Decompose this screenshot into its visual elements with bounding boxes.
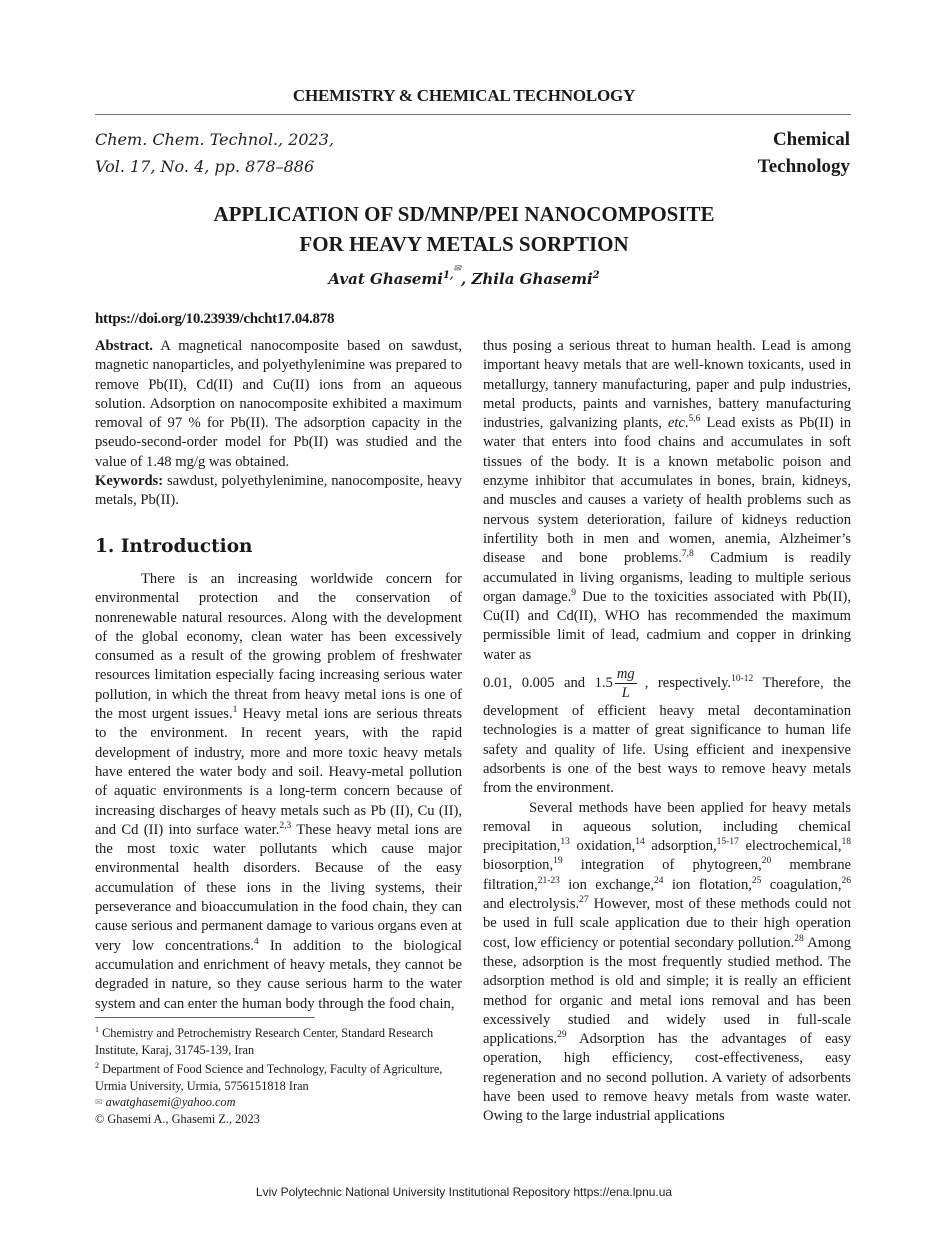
section-label-line-1: Chemical — [772, 129, 850, 150]
citation-line-2: Vol. 17, No. 4, pp. 878–886 — [95, 157, 315, 176]
citation-ref: 26 — [841, 875, 851, 886]
title-line-2: FOR HEAVY METALS SORPTION — [299, 232, 629, 256]
footnote-rule — [95, 1017, 315, 1018]
author-separator: , — [461, 270, 472, 288]
citation-ref: 15-17 — [716, 837, 739, 848]
citation-ref: 13 — [560, 837, 570, 848]
footnote-email — [95, 1094, 465, 1111]
citation-ref: 2,3 — [279, 820, 292, 831]
citation-ref: 28 — [794, 933, 804, 944]
citation-ref: 21-23 — [537, 875, 560, 886]
doi-link[interactable]: https://doi.org/10.23939/chcht17.04.878 — [95, 311, 335, 327]
keywords-label: Keywords: — [95, 473, 164, 490]
envelope-icon: ✉ — [95, 1097, 103, 1108]
citation-ref: 19 — [553, 856, 563, 867]
keywords — [95, 472, 462, 511]
intro-paragraph-1-continued: thus posing a serious threat to human health. Lead is among important heavy metals that are well-known toxicants, used in metallurgy, tannery manufacturing, paper and pulp industries, metal products, paints and varnishes, battery manufacturing industries, galvanizing plants, etc.$^{5,6}$ Lead exists as Pb(II) in water that enters into food chains and accumulates in soft tissues of the body. It is a known metabolic poison and enzyme inhibitor that accumulates in bones, brain, kidneys, and muscles and causes a variety of health problems such as nervous system deterioration, failure of kidneys reduction infertility both in men and women, anemia, Alzheimer’s disease and bone problems.$^{7,8}$ Cadmium is readily accumulated in living organisms, leading to multiple serious organ damage.$^9$ Due to the toxicities associated with Pb(II), Cu(II) and Cd(II), WHO has recommended the maximum permissible limit of lead, cadmium and copper in drinking water as — [483, 338, 852, 663]
citation-block — [95, 126, 334, 180]
section-heading-introduction: 1. Introduction — [95, 535, 253, 557]
citation-line-1: Chem. Chem. Technol., 2023, — [95, 130, 334, 149]
author-2: Zhila Ghasemi — [471, 270, 593, 288]
header-rule — [95, 114, 851, 115]
section-label — [758, 126, 850, 180]
abstract — [95, 337, 462, 472]
journal-header: CHEMISTRY & CHEMICAL TECHNOLOGY — [292, 86, 636, 105]
footnotes — [95, 1022, 465, 1127]
envelope-icon: ✉ — [453, 264, 461, 274]
section-label-line-2: Technology — [757, 156, 850, 177]
citation-ref: 29 — [557, 1030, 567, 1041]
citation-ref: 20 — [761, 856, 772, 867]
limit-values-line: 0.01, 0.005 and 1.5 $\frac{mg}{L}$ , respectively.$^{10-12}$ Therefore, the development of efficient heavy metal decontamination technologies is a matter of great significance to human life safety and quality of life. Using efficient and inexpensive adsorbents is one of the best ways to remove heavy metals from the environment. — [483, 666, 851, 797]
citation-ref: 25 — [751, 875, 762, 886]
citation-ref: 7,8 — [681, 549, 694, 560]
author-list — [0, 264, 928, 288]
citation-ref: 9 — [571, 588, 576, 598]
citation-ref: 18 — [841, 837, 851, 848]
email-link[interactable]: awatghasemi@yahoo.com — [105, 1095, 236, 1110]
abstract-text: A magnetical nanocomposite based on sawdust, magnetic nanoparticles, and polyethylenimine was prepared to remove Pb(II), Cd(II) and Cu(II) ions from an aqueous solution. Adsorption on nanocomposite exhibited a maximum removal of 97 % for Pb(II). The adsorption capacity in the pseudo-second-order model for Pb(II) was studied and the value of 1.48 mg/g was obtained. — [95, 338, 462, 470]
title-line-1: APPLICATION OF SD/MNP/PEI NANOCOMPOSITE — [213, 202, 715, 226]
left-column — [95, 337, 462, 1014]
citation-ref: 1 — [232, 705, 238, 716]
author-1-affiliation: 1, — [443, 270, 454, 281]
footnote-affiliation-2: $^2$ Department of Food Science and Technology, Faculty of Agriculture, Urmia University, Urmia, 5756151818 Iran — [95, 1061, 443, 1093]
intro-paragraph-1: There is an increasing worldwide concern for environmental protection and the conservation of nonrenewable natural resources. Along with the development of the global economy, clean water has been excessively consumed as a result of the growing problem of freshwater resources limitation especially facing increasing serious water pollution, in which the threat from heavy metal ions is one of the most urgent issues.$^1$ Heavy metal ions are serious threats to the environment. In recent years, with the rapid development of industry, more and more toxic heavy metals have entered the water body and soil. Heavy-metal pollution of aquatic environments is a long-term concern because of increasing discharges of heavy metals such as Pb (II), Cu (II), and Cd (II) into surface water.$^{2,3}$ These heavy metal ions are the most toxic water pollutants which cause major environmental health disorders. Because of the easy accumulation of these ions in the living systems, their perseverance and bioaccumulation in the food chain, they can cause serious and permanent damage to various organs even at very low concentrations.$^4$ In addition to the biological accumulation and enrichment of heavy metals, they cannot be degraded in nature, so they cause serious harm to the water system and can enter the human body through the food chain, — [95, 570, 462, 1012]
author-1: Avat Ghasemi — [328, 270, 443, 288]
repository-footer: Lviv Polytechnic National University Institutional Repository https://ena.lpnu.ua — [255, 1185, 673, 1199]
citation-ref: 10-12 — [731, 674, 754, 685]
abstract-label: Abstract. — [95, 338, 153, 354]
right-column — [483, 337, 851, 1127]
mg-per-liter-fraction: $\frac{mg}{L}$ — [616, 666, 635, 702]
article-title — [0, 199, 928, 259]
citation-ref: 24 — [653, 875, 664, 886]
footnote-copyright: © Ghasemi A., Ghasemi Z., 2023 — [95, 1111, 260, 1126]
citation-ref: 14 — [635, 837, 645, 848]
keywords-text: sawdust, polyethylenimine, nanocomposite, heavy metals, Pb(II). — [95, 473, 462, 509]
author-2-affiliation: 2 — [592, 270, 600, 281]
citation-ref: 5,6 — [688, 414, 701, 425]
citation-ref: 4 — [253, 936, 259, 947]
intro-paragraph-2: Several methods have been applied for heavy metals removal in aqueous solution, including chemical precipitation,$^{13}$ oxidation,$^{14}$ adsorption,$^{15-17}$ electrochemical,$^{18}$ biosorption,$^{19}$ integration of phytogreen,$^{20}$ membrane filtration,$^{21-23}$ ion exchange,$^{24}$ ion flotation,$^{25}$ coagulation,$^{26}$ and electrolysis.$^{27}$ However, most of these methods could not be used in full scale application due to their high operation cost, low efficiency or potential secondary pollution.$^{28}$ Among these, adsorption is the most frequently studied method. The adsorption method is old and simple; it is really an efficient method for organic and metal ions removal and has been excessively studied and widely used in full-scale applications.$^{29}$ Adsorption has the advantages of easy operation, high efficiency, cost-effectiveness, easy regeneration and no second pollution. A variety of adsorbents have been used to remove heavy metals from waste water. Owing to the large industrial applications — [483, 799, 851, 1125]
footnote-affiliation-1: $^1$ Chemistry and Petrochemistry Research Center, Standard Research Institute, Karaj, 31745-139, Iran — [95, 1025, 434, 1057]
citation-ref: 27 — [579, 895, 589, 906]
